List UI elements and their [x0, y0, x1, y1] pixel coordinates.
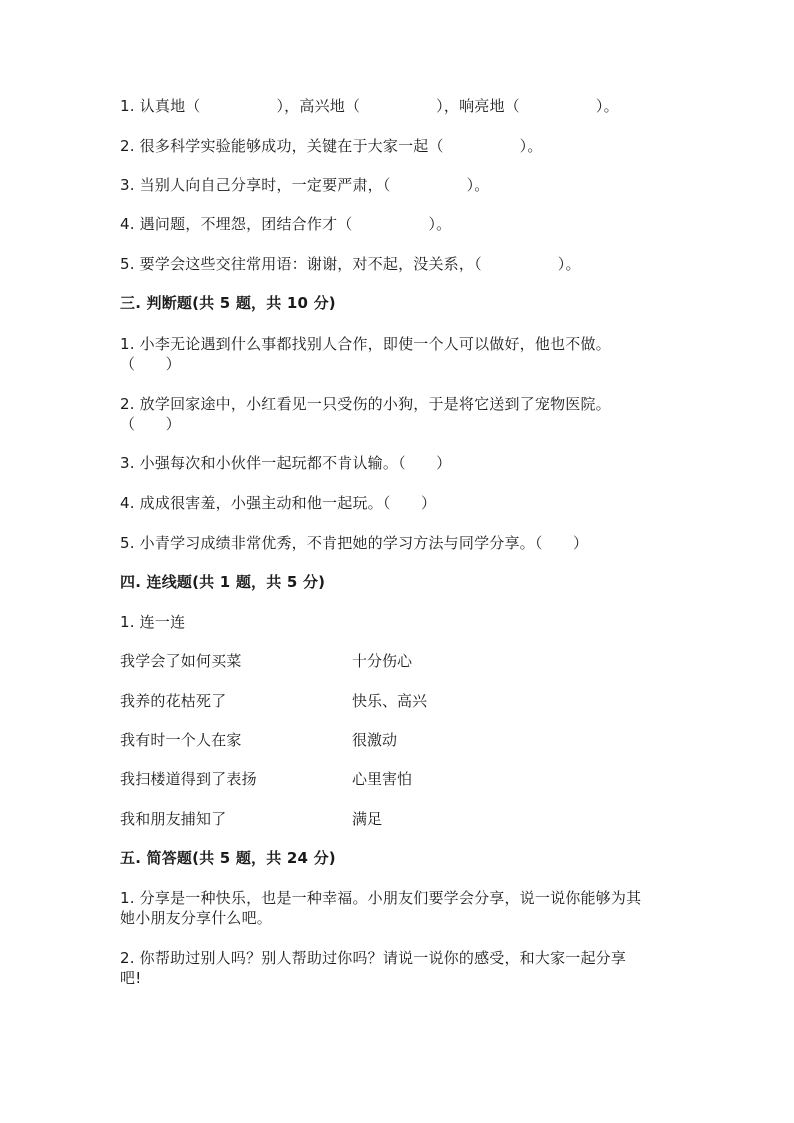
true-false-item-2-answer-blank: （ ） [120, 415, 181, 433]
matching-left-5: 我和朋友捕知了 [120, 810, 227, 828]
matching-right-1: 十分伤心 [352, 652, 413, 670]
true-false-item-1-answer-blank: （ ） [120, 355, 181, 373]
true-false-item-5: 5. 小青学习成绩非常优秀，不肯把她的学习方法与同学分享。（ ） [120, 534, 589, 552]
matching-right-5: 满足 [352, 810, 383, 828]
short-answer-item-1: 1. 分享是一种快乐，也是一种幸福。小朋友们要学会分享，说一说你能够为其 [120, 889, 642, 907]
matching-left-2: 我养的花枯死了 [120, 692, 227, 710]
true-false-item-3: 3. 小强每次和小伙伴一起玩都不肯认输。（ ） [120, 454, 452, 472]
true-false-item-2: 2. 放学回家途中，小红看见一只受伤的小狗，于是将它送到了宠物医院。 [120, 395, 611, 413]
matching-right-3: 很激动 [352, 731, 398, 749]
matching-question: 1. 连一连 [120, 613, 186, 631]
fill-blank-item-1: 1. 认真地（ ），高兴地（ ），响亮地（ ）。 [120, 97, 619, 115]
fill-blank-item-4: 4. 遇问题，不埋怨，团结合作才（ ）。 [120, 215, 452, 233]
true-false-item-4: 4. 成成很害羞，小强主动和他一起玩。（ ） [120, 494, 437, 512]
matching-left-4: 我扫楼道得到了表扬 [120, 770, 257, 788]
short-answer-item-1-continued: 她小朋友分享什么吧。 [120, 909, 273, 927]
short-answer-item-2: 2. 你帮助过别人吗？别人帮助过你吗？请说一说你的感受，和大家一起分享 [120, 949, 627, 967]
section-5-heading: 五. 简答题(共 5 题，共 24 分) [120, 849, 336, 867]
fill-blank-item-3: 3. 当别人向自己分享时，一定要严肃，（ ）。 [120, 176, 490, 194]
fill-blank-item-5: 5. 要学会这些交往常用语：谢谢，对不起，没关系，（ ）。 [120, 255, 581, 273]
short-answer-item-2-continued: 吧! [120, 969, 142, 987]
matching-left-3: 我有时一个人在家 [120, 731, 242, 749]
fill-blank-item-2: 2. 很多科学实验能够成功，关键在于大家一起（ ）。 [120, 137, 543, 155]
matching-right-4: 心里害怕 [352, 770, 413, 788]
matching-right-2: 快乐、高兴 [352, 692, 428, 710]
section-3-heading: 三. 判断题(共 5 题，共 10 分) [120, 294, 336, 312]
section-4-heading: 四. 连线题(共 1 题，共 5 分) [120, 573, 326, 591]
true-false-item-1: 1. 小李无论遇到什么事都找别人合作，即使一个人可以做好，他也不做。 [120, 335, 611, 353]
matching-left-1: 我学会了如何买菜 [120, 652, 242, 670]
